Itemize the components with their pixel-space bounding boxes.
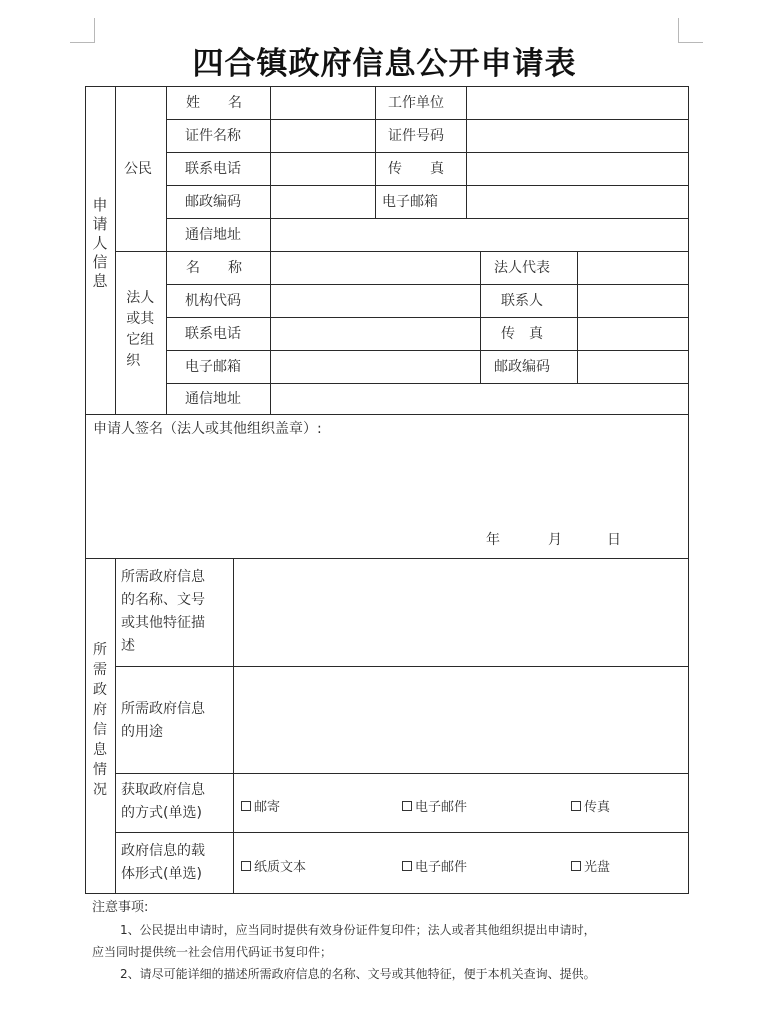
checkbox-icon[interactable]	[241, 801, 251, 811]
carrier-option-paper[interactable]	[241, 856, 306, 875]
desc-label-line: 所需政府信息	[121, 569, 205, 585]
label-citizen-address: 通信地址	[185, 227, 241, 243]
grid-line	[166, 152, 688, 153]
method-label-line: 的方式(单选)	[121, 805, 202, 821]
grid-line	[166, 119, 688, 120]
checkbox-icon[interactable]	[571, 861, 581, 871]
label-org-code: 机构代码	[185, 293, 241, 309]
citizen-label: 公民	[124, 161, 152, 177]
info-section-text: 所需政府信息情况	[93, 642, 107, 798]
label-citizen-postcode: 邮政编码	[185, 194, 241, 210]
label-org-fax: 传 真	[501, 326, 543, 342]
grid-line	[85, 86, 86, 894]
grid-line	[166, 317, 688, 318]
grid-line	[115, 86, 116, 414]
desc-label	[121, 566, 205, 658]
carrier-label-line: 体形式(单选)	[121, 866, 202, 882]
label-citizen-phone: 联系电话	[185, 161, 241, 177]
grid-line	[85, 414, 688, 415]
notes	[92, 897, 692, 985]
label-work-unit: 工作单位	[388, 95, 444, 111]
label-org-email: 电子邮箱	[185, 359, 241, 375]
org-label	[120, 288, 162, 372]
date-month: 月	[548, 532, 562, 548]
form-title: 四合镇政府信息公开申请表	[192, 46, 577, 82]
grid-line	[577, 251, 578, 383]
checkbox-icon[interactable]	[402, 801, 412, 811]
applicant-section-text: 申请人信息	[92, 196, 108, 290]
option-label: 邮寄	[254, 800, 281, 815]
grid-line	[166, 383, 688, 384]
grid-line	[115, 251, 688, 252]
label-contact: 联系人	[501, 293, 543, 309]
usage-label	[121, 698, 205, 744]
label-citizen-email: 电子邮箱	[382, 194, 438, 210]
label-id-name: 证件名称	[185, 128, 241, 144]
method-label	[121, 779, 205, 825]
grid-line	[85, 893, 688, 894]
date-year: 年	[486, 532, 500, 548]
checkbox-icon[interactable]	[241, 861, 251, 871]
grid-line	[166, 86, 167, 414]
method-option-mail[interactable]	[241, 796, 280, 815]
usage-label-line: 所需政府信息	[121, 701, 205, 717]
option-label: 电子邮件	[415, 860, 468, 875]
grid-line	[466, 86, 467, 218]
grid-line	[85, 86, 688, 87]
label-citizen-fax: 传 真	[388, 161, 444, 177]
usage-label-line: 的用途	[121, 724, 163, 740]
carrier-label	[121, 840, 205, 886]
grid-line	[115, 558, 116, 894]
org-label-text: 法人或其它组织	[126, 290, 155, 369]
carrier-label-line: 政府信息的载	[121, 843, 205, 859]
carrier-option-disc[interactable]	[571, 856, 610, 875]
notes-line: 2、请尽可能详细的描述所需政府信息的名称、文号或其他特征，便于本机关查询、提供。	[120, 967, 596, 981]
grid-line	[166, 218, 688, 219]
notes-line: 1、公民提出申请时，应当同时提供有效身份证件复印件；法人或者其他组织提出申请时，	[120, 923, 596, 937]
grid-line	[85, 558, 688, 559]
grid-line	[115, 666, 688, 667]
grid-line	[166, 350, 688, 351]
method-label-line: 获取政府信息	[121, 782, 205, 798]
label-org-phone: 联系电话	[185, 326, 241, 342]
grid-line	[688, 86, 689, 894]
grid-line	[480, 251, 481, 383]
carrier-option-email[interactable]	[402, 856, 467, 875]
label-org-name: 名 称	[186, 260, 242, 276]
notes-heading: 注意事项:	[92, 900, 149, 915]
label-id-number: 证件号码	[388, 128, 444, 144]
method-option-email[interactable]	[402, 796, 467, 815]
desc-label-line: 述	[121, 638, 135, 654]
date-day: 日	[607, 532, 621, 548]
desc-label-line: 的名称、文号	[121, 592, 205, 608]
option-label: 光盘	[584, 860, 611, 875]
grid-line	[270, 86, 271, 414]
grid-line	[166, 284, 688, 285]
grid-line	[375, 86, 376, 218]
applicant-section-label	[88, 196, 112, 291]
option-label: 纸质文本	[254, 860, 307, 875]
option-label: 电子邮件	[415, 800, 468, 815]
desc-label-line: 或其他特征描	[121, 615, 205, 631]
signature-label: 申请人签名（法人或其他组织盖章）:	[93, 421, 322, 437]
label-org-address: 通信地址	[185, 391, 241, 407]
label-legal-rep: 法人代表	[494, 260, 550, 276]
grid-line	[115, 773, 688, 774]
checkbox-icon[interactable]	[571, 801, 581, 811]
label-name: 姓 名	[186, 95, 242, 111]
checkbox-icon[interactable]	[402, 861, 412, 871]
method-option-fax[interactable]	[571, 796, 610, 815]
grid-line	[115, 832, 688, 833]
grid-line	[233, 558, 234, 894]
info-section-label	[88, 640, 112, 800]
option-label: 传真	[584, 800, 611, 815]
notes-line: 应当同时提供统一社会信用代码证书复印件；	[92, 945, 333, 959]
grid-line	[166, 185, 688, 186]
label-org-postcode: 邮政编码	[494, 359, 550, 375]
